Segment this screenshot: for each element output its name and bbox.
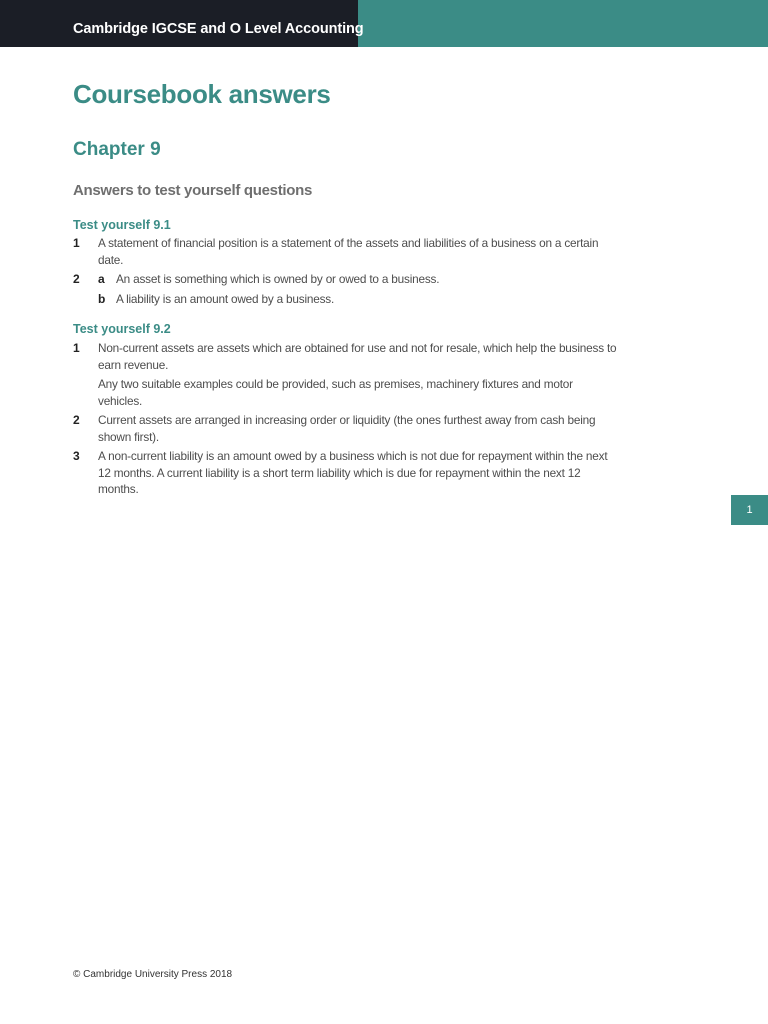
question-number: 2 <box>73 413 80 427</box>
header-title: Cambridge IGCSE and O Level Accounting <box>73 21 364 37</box>
answer-text: A liability is an amount owed by a business. <box>116 292 335 306</box>
test-yourself-9-2-heading: Test yourself 9.2 <box>73 322 171 336</box>
answer-text: Any two suitable examples could be provided, such as premises, machinery fixtures and motor vehicles. <box>98 377 573 408</box>
chapter-title: Chapter 9 <box>73 139 161 160</box>
page-title: Coursebook answers <box>73 79 331 109</box>
sub-question-label: a <box>98 272 105 286</box>
test-yourself-9-1-heading: Test yourself 9.1 <box>73 218 171 232</box>
copyright-footer: © Cambridge University Press 2018 <box>73 969 233 980</box>
answer-text: A statement of financial position is a statement of the assets and liabilities of a business on a certain date. <box>98 236 599 267</box>
page-number-tab: 1 <box>731 495 768 525</box>
answer-text: Current assets are arranged in increasing order or liquidity (the ones furthest away from cash being shown first). <box>98 413 596 444</box>
section-heading: Answers to test yourself questions <box>73 182 313 199</box>
question-number: 1 <box>73 236 80 250</box>
question-number: 3 <box>73 449 80 463</box>
sub-question-label: b <box>98 292 106 306</box>
answer-text: A non-current liability is an amount owed by a business which is not due for repayment within the next 12 months. A current liability is a short term liability which is due for repayment within the next 12 months. <box>98 449 608 496</box>
question-number: 2 <box>73 272 80 286</box>
answer-text: An asset is something which is owned by or owed to a business. <box>116 272 440 286</box>
answer-text: Non-current assets are assets which are obtained for use and not for resale, which help the business to earn revenue. <box>98 341 617 372</box>
header-bar-accent <box>358 0 768 47</box>
question-number: 1 <box>73 341 80 355</box>
